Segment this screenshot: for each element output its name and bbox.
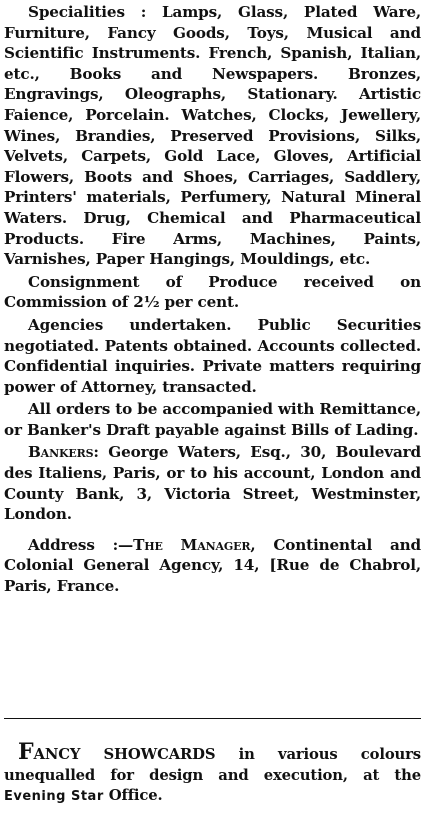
bankers-paragraph (4, 442, 421, 524)
address-paragraph (4, 535, 421, 597)
advert-headline: ANCY SHOWCARDS (33, 746, 216, 763)
agency-notice (4, 2, 421, 597)
address-manager: The Manager, (133, 535, 256, 554)
advert-text: in various colours unequalled for design and execution, at the (4, 746, 421, 784)
specialities-paragraph: Specialities : Lamps, Glass, Plated Ware, Furniture, Fancy Goods, Toys, Musical and Scientific Instruments. French, Spanish, Italian, etc., Books and Newspapers. Bronzes, Engravings, Oleographs, Stationary. Artistic Faience, Porcelain. Watches, Clocks, Jewellery, Wines, Brandies, Preserved Provisions, Silks, Velvets, Carpets, Gold Lace, Gloves, Artificial Flowers, Boots and Shoes, Carriages, Saddlery, Printers' materials, Perfumery, Natural Mineral Waters. Drug, Chemical and Pharmaceutical Products. Fire Arms, Machines, Paints, Varnishes, Paper Hangings, Mouldings, etc. (4, 3, 421, 269)
address-label: Address :— (28, 535, 134, 554)
consignment-paragraph: Consignment of Produce received on Commission of 2½ per cent. (4, 272, 421, 312)
address-text: Continental and Colonial General Agency, 14, [Rue de Chabrol, Paris, France. (4, 535, 421, 596)
orders-paragraph: All orders to be accompanied with Remittance, or Banker's Draft payable against Bills of Lading. (4, 400, 421, 439)
column-divider (4, 718, 421, 719)
office-suffix: Office. (103, 787, 163, 805)
showcards-advert (4, 739, 421, 808)
advert-paragraph (4, 739, 421, 808)
bankers-label: Bankers: (28, 443, 99, 462)
agencies-paragraph: Agencies undertaken. Public Securities negotiated. Patents obtained. Accounts collected. Confidential inquiries. Private matters requiring power of Attorney, transacted. (4, 315, 421, 396)
bankers-text: George Waters, Esq., 30, Boulevard des Italiens, Paris, or to his account, London and County Bank, 3, Victoria Street, Westminster, London. (4, 443, 421, 524)
office-name: Evening Star (4, 789, 104, 805)
drop-cap: F (18, 739, 34, 765)
